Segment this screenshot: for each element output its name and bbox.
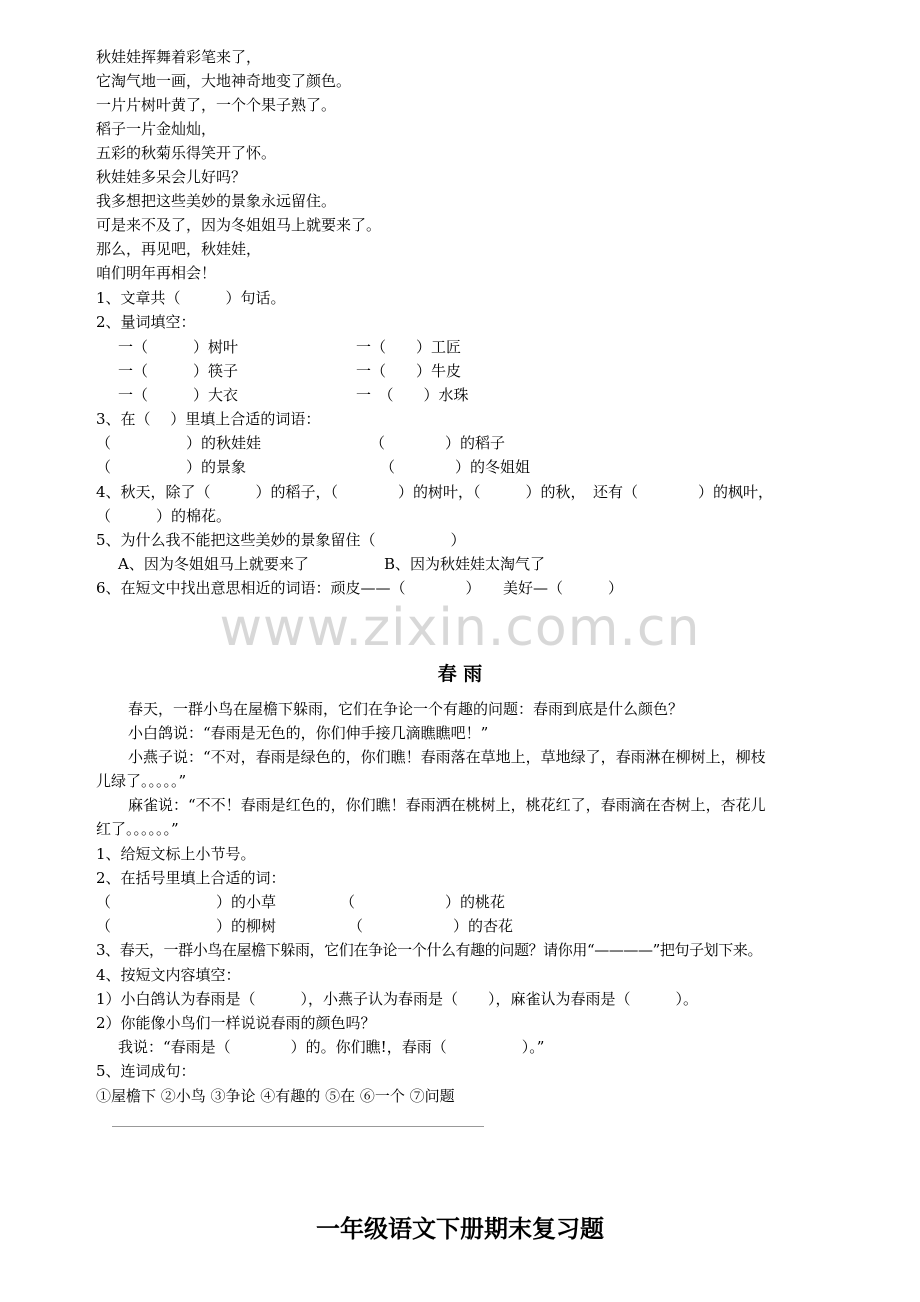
measure-word-item: 一 （ ）水珠 <box>356 386 469 404</box>
paragraph-line: 小燕子说：“不对，春雨是绿色的，你们瞧！春雨落在草地上，草地绿了，春雨淋在柳树上，柳枝 <box>128 748 766 766</box>
poem-line: 那么，再见吧，秋娃娃， <box>96 240 262 258</box>
fill-word-item: （ ）的景象 <box>96 458 247 476</box>
poem-line: 五彩的秋菊乐得笑开了怀。 <box>96 144 277 162</box>
poem-line: 咱们明年再相会！ <box>96 264 217 282</box>
fill-word-item: （ ）的冬姐姐 <box>380 458 531 476</box>
paragraph-line: 春天，一群小鸟在屋檐下躲雨，它们在争论一个有趣的问题：春雨到底是什么颜色？ <box>128 700 684 718</box>
poem-line: 一片片树叶黄了，一个个果子熟了。 <box>96 96 337 114</box>
section-title: 春 雨 <box>437 663 483 685</box>
question-2: 2、量词填空： <box>96 313 196 331</box>
page-title: 一年级语文下册期末复习题 <box>316 1214 604 1243</box>
paragraph-line: 小白鸽说：“春雨是无色的，你们伸手接几滴瞧瞧吧！” <box>128 724 489 742</box>
question-4-line-1: 4、秋天，除了（ ）的稻子，（ ）的树叶，（ ）的秋， 还有（ ）的枫叶， <box>96 483 774 501</box>
question-1: 1、文章共（ ）句话。 <box>96 289 286 307</box>
fill-word-item: （ ）的稻子 <box>370 434 506 452</box>
spring-question-4-3: 我说：“春雨是（ ）的。你们瞧!，春雨（ ）。” <box>118 1038 545 1056</box>
paragraph-line: 儿绿了。。。。。” <box>96 772 187 790</box>
measure-word-item: 一（ ）大衣 <box>118 386 239 404</box>
poem-line: 我多想把这些美妙的景象永远留住。 <box>96 192 337 210</box>
fill-word-item: （ ）的杏花 <box>348 917 514 935</box>
measure-word-item: 一（ ）树叶 <box>118 338 239 356</box>
spring-question-4-1: 1）小白鸽认为春雨是（ ），小燕子认为春雨是（ ），麻雀认为春雨是（ ）。 <box>96 990 699 1008</box>
word-order-items: ①屋檐下 ②小鸟 ③争论 ④有趣的 ⑤在 ⑥一个 ⑦问题 <box>96 1087 455 1105</box>
paragraph-line: 麻雀说：“不不！春雨是红色的，你们瞧！春雨洒在桃树上，桃花红了，春雨滴在杏树上，杏花儿 <box>128 796 766 814</box>
poem-line: 秋娃娃多呆会儿好吗？ <box>96 168 247 186</box>
option-b: B、因为秋娃娃太淘气了 <box>384 555 546 573</box>
measure-word-item: 一（ ）工匠 <box>356 338 462 356</box>
option-a: A、因为冬姐姐马上就要来了 <box>118 555 309 573</box>
poem-line: 秋娃娃挥舞着彩笔来了， <box>96 48 262 66</box>
watermark: www.zixin.com.cn <box>219 598 701 658</box>
spring-question-5: 5、连词成句： <box>96 1062 196 1080</box>
poem-line: 稻子一片金灿灿， <box>96 120 217 138</box>
spring-question-1: 1、给短文标上小节号。 <box>96 845 256 863</box>
spring-question-3: 3、春天，一群小鸟在屋檐下躲雨，它们在争论一个什么有趣的问题？请你用“————”把句子划下来。 <box>96 941 763 959</box>
question-5: 5、为什么我不能把这些美妙的景象留住（ ） <box>96 531 466 549</box>
fill-word-item: （ ）的柳树 <box>96 917 277 935</box>
fill-word-item: （ ）的秋娃娃 <box>96 434 262 452</box>
poem-line: 可是来不及了，因为冬姐姐马上就要来了。 <box>96 216 382 234</box>
question-3: 3、在（ ）里填上合适的词语： <box>96 410 321 428</box>
divider <box>112 1126 484 1127</box>
paragraph-line: 红了。。。。。。” <box>96 820 179 838</box>
fill-word-item: （ ）的小草 <box>96 893 277 911</box>
fill-word-item: （ ）的桃花 <box>340 893 506 911</box>
spring-question-4: 4、按短文内容填空： <box>96 966 241 984</box>
question-6: 6、在短文中找出意思相近的词语：顽皮——（ ） 美好—（ ） <box>96 579 624 597</box>
question-4-line-2: （ ）的棉花。 <box>96 507 232 525</box>
spring-question-2: 2、在括号里填上合适的词： <box>96 869 286 887</box>
measure-word-item: 一（ ）筷子 <box>118 362 239 380</box>
spring-question-4-2: 2）你能像小鸟们一样说说春雨的颜色吗？ <box>96 1014 376 1032</box>
poem-line: 它淘气地一画，大地神奇地变了颜色。 <box>96 72 352 90</box>
measure-word-item: 一（ ）牛皮 <box>356 362 462 380</box>
